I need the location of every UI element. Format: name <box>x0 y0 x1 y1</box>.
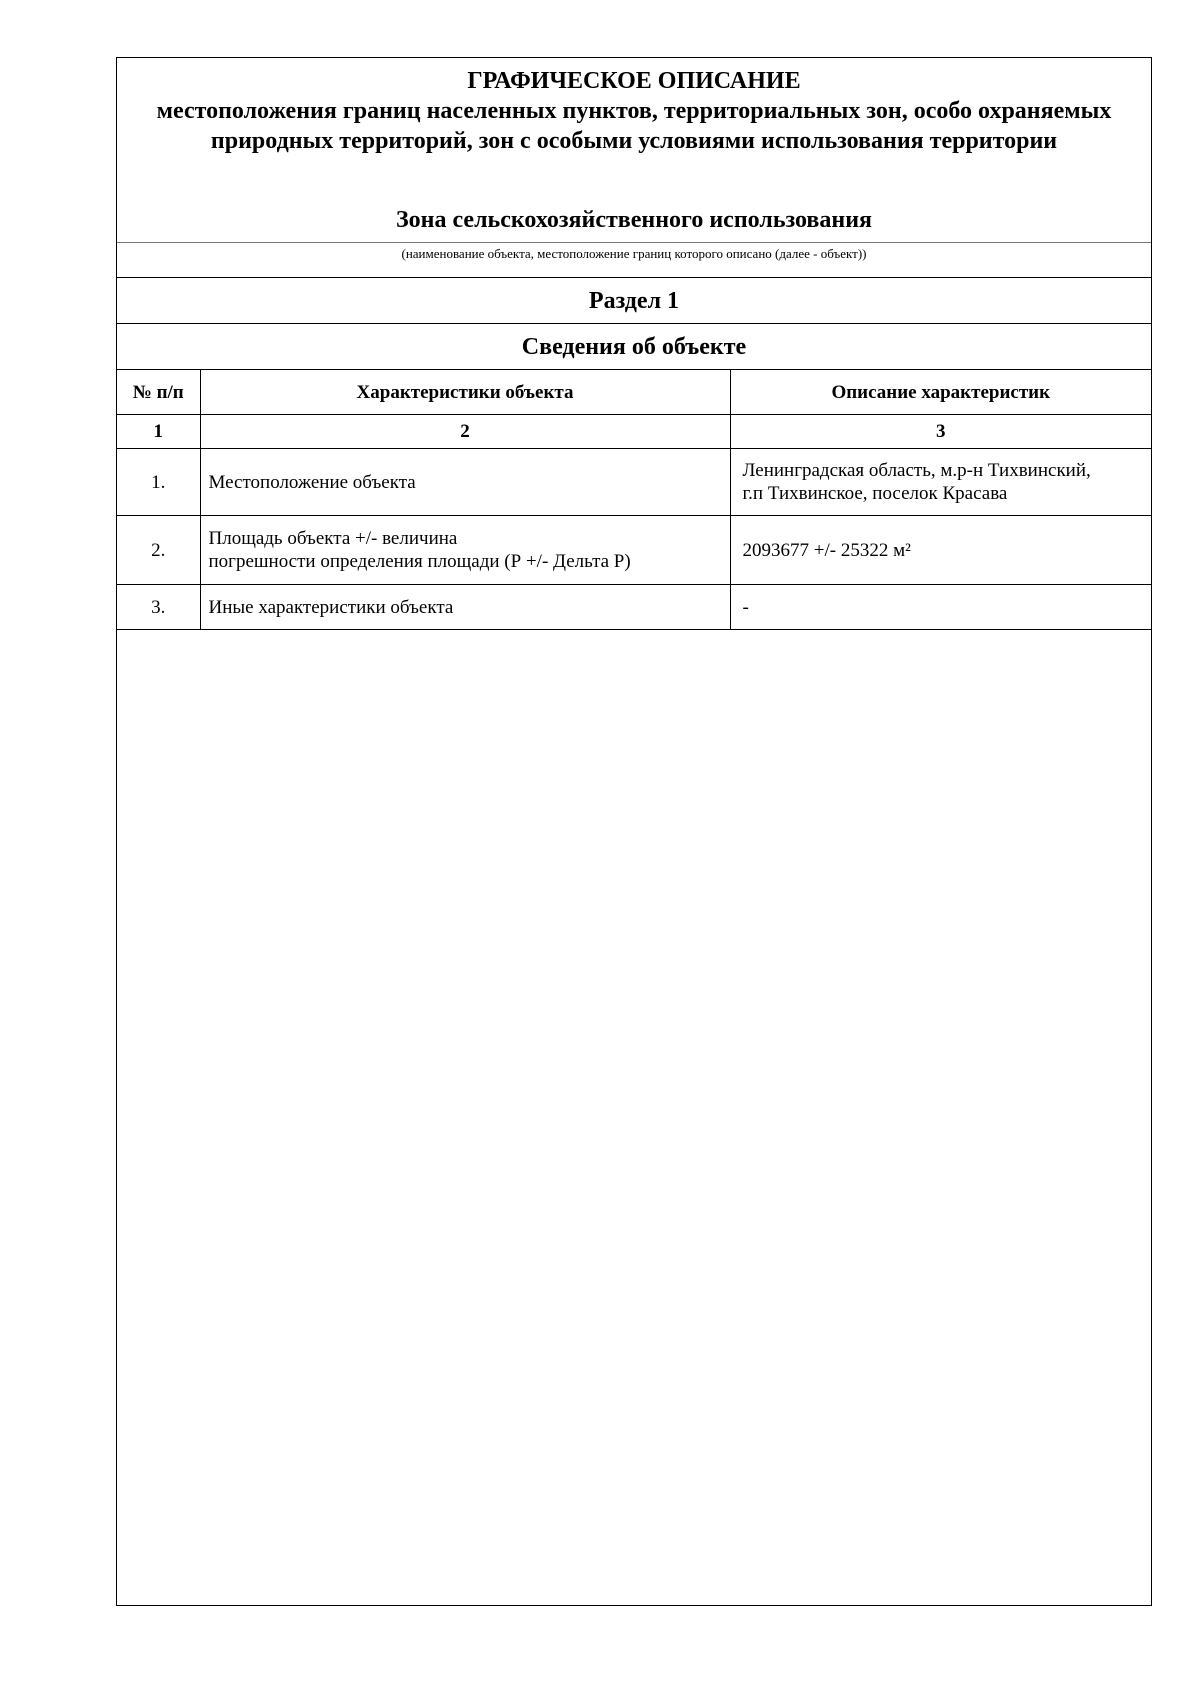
row-description: - <box>730 585 1151 630</box>
object-name: Зона сельскохозяйственного использования <box>395 207 873 233</box>
description-line: г.п Тихвинское, поселок Красава <box>742 483 1008 504</box>
divider <box>117 242 1151 243</box>
document-frame <box>116 57 1152 1606</box>
column-header-characteristic: Характеристики объекта <box>200 370 730 415</box>
column-header-num: № п/п <box>117 370 200 415</box>
row-characteristic: Иные характеристики объекта <box>200 585 730 630</box>
table-row <box>117 516 1151 585</box>
row-characteristic <box>200 516 730 585</box>
object-name-caption: (наименование объекта, местоположение границ которого описано (далее - объект)) <box>401 246 867 261</box>
document-header <box>117 58 1151 261</box>
document-subtitle: местоположения границ населенных пунктов, территориальных зон, особо охраняемых природных территорий, зон с особыми условиями использования территории <box>156 98 1112 154</box>
table-row <box>117 585 1151 630</box>
table-row <box>117 449 1151 516</box>
column-number: 2 <box>200 415 730 449</box>
column-number-row <box>117 415 1151 449</box>
row-number: 2. <box>117 516 200 585</box>
characteristic-line: погрешности определения площади (Р +/- Дельта Р) <box>208 551 631 572</box>
row-number: 1. <box>117 449 200 516</box>
column-header-description: Описание характеристик <box>730 370 1151 415</box>
table-header-row <box>117 370 1151 415</box>
row-number: 3. <box>117 585 200 630</box>
object-info-table <box>117 369 1151 630</box>
section-subtitle: Сведения об объекте <box>117 323 1151 369</box>
row-description <box>730 449 1151 516</box>
section-title: Раздел 1 <box>117 277 1151 323</box>
column-number: 1 <box>117 415 200 449</box>
row-description: 2093677 +/- 25322 м² <box>730 516 1151 585</box>
document-title: ГРАФИЧЕСКОЕ ОПИСАНИЕ <box>467 68 801 94</box>
characteristic-line: Площадь объекта +/- величина <box>208 528 458 549</box>
description-line: Ленинградская область, м.р-н Тихвинский, <box>742 460 1091 481</box>
row-characteristic: Местоположение объекта <box>200 449 730 516</box>
column-number: 3 <box>730 415 1151 449</box>
